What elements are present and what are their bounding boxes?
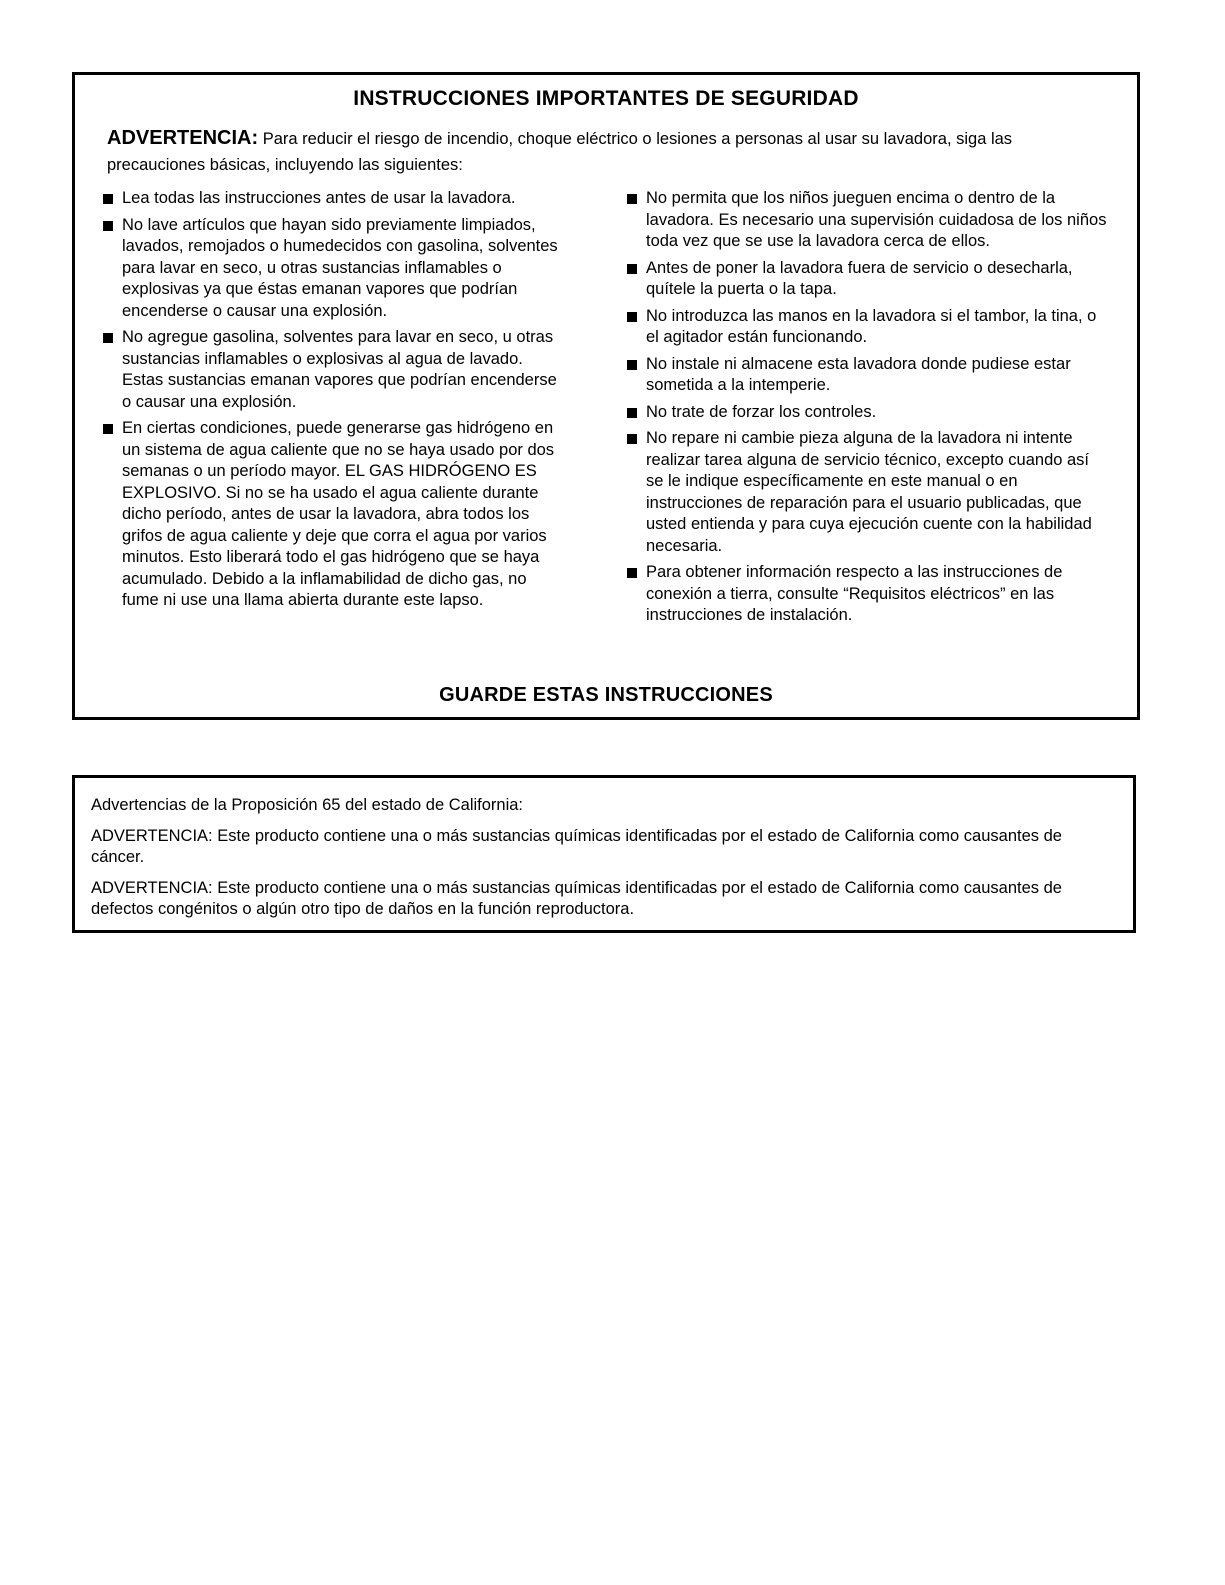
instruction-columns <box>103 188 1109 632</box>
list-item <box>103 327 563 413</box>
list-item-text: No permita que los niños jueguen encima o dentro de la lavadora. Es necesario una supervisión cuidadosa de los niños toda vez que se use la lavadora cerca de ellos. <box>646 189 1107 250</box>
list-item <box>627 402 1109 424</box>
safety-title: INSTRUCCIONES IMPORTANTES DE SEGURIDAD <box>353 87 859 110</box>
right-column <box>627 188 1109 632</box>
list-item-text: En ciertas condiciones, puede generarse gas hidrógeno en un sistema de agua caliente que no se haya usado por dos semanas o un período mayor. EL GAS HIDRÓGENO ES EXPLOSIVO. Si no se ha usado el agua caliente durante dicho período, antes de usar la lavadora, abra todos los grifos de agua caliente y deje que corra el agua por varios minutos. Esto liberará todo el gas hidrógeno que se haya acumulado. Debido a la inflamabilidad de dicho gas, no fume ni use una llama abierta durante este lapso. <box>122 419 555 609</box>
warning-label: ADVERTENCIA: <box>107 127 259 149</box>
list-item-text: No repare ni cambie pieza alguna de la lavadora ni intente realizar tarea alguna de servicio técnico, excepto cuando así se le indique específicamente en este manual o en instrucciones de reparación para el usuario publicadas, que usted entienda y para cuya ejecución cuente con la habilidad necesaria. <box>646 429 1092 555</box>
square-bullet-icon <box>103 194 113 204</box>
list-item <box>627 306 1109 349</box>
left-column <box>103 188 563 632</box>
square-bullet-icon <box>627 434 637 444</box>
square-bullet-icon <box>627 312 637 322</box>
prop65-warning-box <box>72 775 1136 933</box>
list-item-text: Lea todas las instrucciones antes de usar la lavadora. <box>122 189 516 207</box>
list-item-text: No agregue gasolina, solventes para lavar en seco, u otras sustancias inflamables o explosivas al agua de lavado. Estas sustancias emanan vapores que podrían encenderse o causar una explosión. <box>122 328 557 411</box>
list-item <box>103 418 563 612</box>
list-item <box>627 354 1109 397</box>
square-bullet-icon <box>627 360 637 370</box>
list-item-text: No instale ni almacene esta lavadora donde pudiese estar sometida a la intemperie. <box>646 354 1071 394</box>
square-bullet-icon <box>103 333 113 343</box>
list-item <box>103 215 563 323</box>
square-bullet-icon <box>627 568 637 578</box>
square-bullet-icon <box>627 194 637 204</box>
list-item-text: No introduzca las manos en la lavadora si el tambor, la tina, o el agitador están funcionando. <box>646 306 1097 346</box>
warning-text: Para reducir el riesgo de incendio, choque eléctrico o lesiones a personas al usar su lavadora, siga las precauciones básicas, incluyendo las siguientes: <box>107 130 1013 174</box>
list-item <box>627 428 1109 557</box>
list-item-text: No lave artículos que hayan sido previamente limpiados, lavados, remojados o humedecidos con gasolina, solventes para lavar en seco, u otras sustancias inflamables o explosivas ya que éstas emanan vapores que podrían encenderse o causar una explosión. <box>122 215 558 320</box>
square-bullet-icon <box>103 424 113 434</box>
list-item <box>103 188 563 210</box>
list-item-text: Antes de poner la lavadora fuera de servicio o desecharla, quítele la puerta o la tapa. <box>646 258 1073 298</box>
list-item <box>627 562 1109 627</box>
save-instructions-title: GUARDE ESTAS INSTRUCCIONES <box>439 684 773 706</box>
list-item-text: Para obtener información respecto a las instrucciones de conexión a tierra, consulte “Requisitos eléctricos” en las instrucciones de instalación. <box>646 563 1063 624</box>
square-bullet-icon <box>103 221 113 231</box>
prop65-warning-cancer: ADVERTENCIA: Este producto contiene una o más sustancias químicas identificadas por el estado de California como causantes de cáncer. <box>91 826 1062 866</box>
safety-instructions-box <box>72 72 1140 720</box>
prop65-heading: Advertencias de la Proposición 65 del estado de California: <box>91 796 524 814</box>
warning-intro <box>103 125 1109 178</box>
list-item-text: No trate de forzar los controles. <box>646 402 877 421</box>
list-item <box>627 188 1109 253</box>
prop65-warning-reproductive: ADVERTENCIA: Este producto contiene una o más sustancias químicas identificadas por el estado de California como causantes de defectos congénitos o algún otro tipo de daños en la función reproductora. <box>91 878 1062 918</box>
square-bullet-icon <box>627 408 637 418</box>
list-item <box>627 258 1109 301</box>
square-bullet-icon <box>627 264 637 274</box>
